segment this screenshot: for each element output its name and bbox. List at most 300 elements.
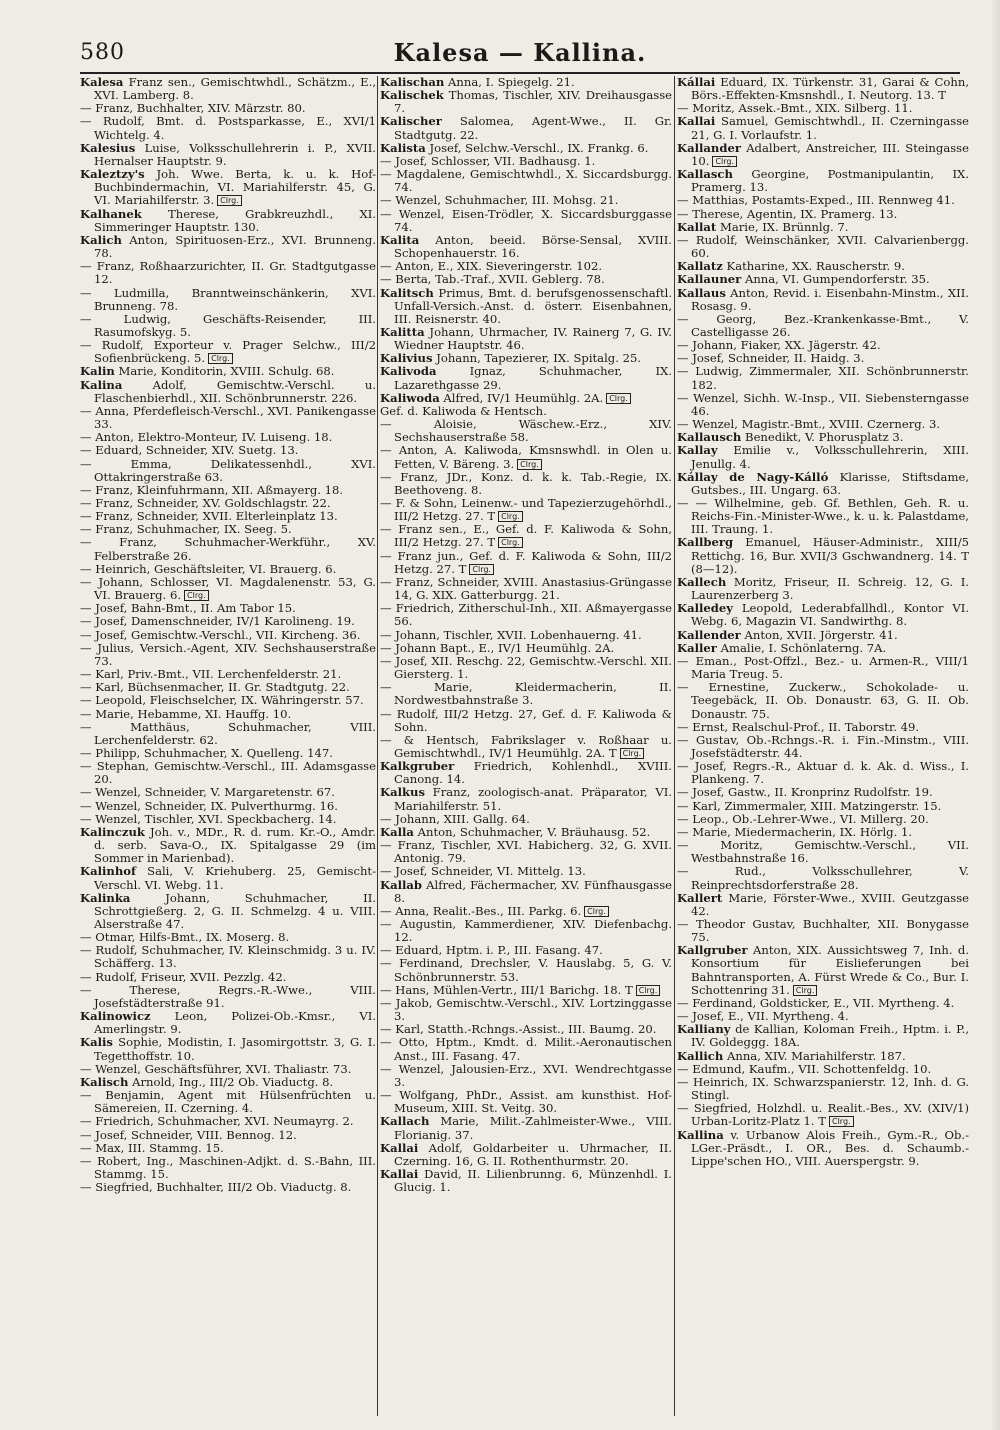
directory-entry	[677, 918, 969, 944]
page-edge-shadow	[990, 0, 1000, 1430]
directory-entry	[677, 76, 969, 102]
entry-text: — Jakob, Gemischtw.-Verschl., XIV. Lortzinggasse 3.	[380, 995, 672, 1024]
entry-text: Adolf, Goldarbeiter u. Uhrmacher, II. Czerning. 16, G. II. Rothenthurmstr. 20.	[394, 1140, 672, 1168]
entry-surname: Kallay	[677, 443, 718, 458]
entry-surname: Kaliwoda	[380, 390, 440, 405]
entry-text: — Wenzel, Schuhmacher, III. Mohsg. 21.	[380, 193, 619, 208]
entry-text: — Franz, Buchhalter, XIV. Märzstr. 80.	[80, 101, 306, 116]
entry-surname: Kalitsch	[380, 285, 434, 300]
directory-entry	[677, 1129, 969, 1168]
directory-entry	[380, 918, 672, 944]
directory-entry	[380, 997, 672, 1023]
entry-text: de Kallian, Koloman Freih., Hptm. i. P., IV. Goldeggg. 18A.	[691, 1022, 969, 1050]
directory-entry	[677, 681, 969, 720]
directory-entry	[677, 497, 969, 536]
entry-text: Therese, Grabkreuzhdl., XI. Simmeringer Hauptstr. 130.	[94, 206, 376, 234]
directory-entry	[380, 734, 672, 760]
directory-entry	[80, 1036, 376, 1062]
entry-surname: Kalla	[380, 824, 414, 839]
entry-text: Anton, Schuhmacher, V. Bräuhausg. 52.	[417, 824, 651, 839]
entry-text: — — Wilhelmine, geb. Gf. Bethlen, Geh. R. u. Reichs-Fin.-Minister-Wwe., k. u. k. Palastdame, III. Traung. 1.	[677, 496, 969, 537]
entry-text: — Rudolf, Exporteur v. Prager Selchw., III/2 Sofienbrückeng. 5.	[80, 338, 376, 366]
directory-entry	[380, 497, 672, 523]
entry-text: Anna, XIV. Mariahilferstr. 187.	[726, 1048, 906, 1063]
directory-entry	[380, 444, 672, 470]
entry-text: — Franz, Schuhmacher-Werkführ., XV. Felberstraße 26.	[80, 535, 376, 563]
directory-entry	[677, 444, 969, 470]
entry-text: Anton, beeid. Börse-Sensal, XVIII. Schopenhauerstr. 16.	[394, 232, 672, 261]
entry-text: — Eduard, Schneider, XIV. Suetg. 13.	[80, 443, 299, 458]
column-3	[677, 76, 969, 1416]
entry-text: — Robert, Ing., Maschinen-Adjkt. d. S.-Bahn, III. Stammg. 15.	[80, 1153, 376, 1181]
directory-entry	[677, 655, 969, 681]
entry-text: — Ludmilla, Branntweinschänkerin, XVI. Brunneng. 78.	[80, 285, 376, 313]
column-1	[80, 76, 376, 1416]
entry-text: — Ernestine, Zuckerw., Schokolade- u. Teegebäck, II. Ob. Donaustr. 63, G. II. Ob. Donaustr. 75.	[677, 680, 969, 721]
entry-surname: Kallatz	[677, 259, 723, 274]
directory-entry	[80, 234, 376, 260]
entry-text: — Friedrich, Schuhmacher, XVI. Neumayrg. 2.	[80, 1114, 354, 1129]
directory-entry	[380, 1168, 672, 1194]
entry-surname: Kaller	[677, 640, 717, 655]
entry-text: — Matthias, Postamts-Exped., III. Rennweg 41.	[677, 193, 955, 208]
directory-entry	[80, 405, 376, 431]
entry-text: Josef, Selchw.-Verschl., IX. Frankg. 6.	[429, 140, 649, 155]
column-divider	[377, 76, 378, 1416]
entry-surname: Kallander	[677, 140, 741, 155]
directory-entry	[380, 115, 672, 141]
directory-entry	[677, 365, 969, 391]
directory-entry	[380, 234, 672, 260]
entry-text: — Josef, Schlosser, VII. Badhausg. 1.	[380, 153, 596, 168]
directory-entry	[80, 1010, 376, 1036]
entry-text: — & Hentsch, Fabrikslager v. Roßhaar u. Gemischtwhdl., IV/1 Heumühlg. 2A. T	[380, 732, 672, 760]
entry-text: — Leopold, Fleischselcher, IX. Währingerstr. 57.	[80, 693, 364, 708]
entry-text: Ignaz, Schuhmacher, IX. Lazarethgasse 29.	[394, 364, 672, 392]
entry-text: — Gustav, Ob.-Rchngs.-R. i. Fin.-Minstm., VIII. Josefstädterstr. 44.	[677, 732, 969, 760]
directory-entry	[80, 826, 376, 865]
entry-text: Marie, IX. Brünnlg. 7.	[719, 219, 849, 234]
entry-text: Leon, Polizei-Ob.-Kmsr., VI. Amerlingstr. 9.	[94, 1009, 376, 1037]
entry-text: Arnold, Ing., III/2 Ob. Viaductg. 8.	[132, 1074, 334, 1089]
directory-entry	[380, 681, 672, 707]
entry-surname: Kalivius	[380, 351, 433, 366]
entry-surname: Kallai	[380, 1166, 419, 1181]
entry-text: — Moritz, Gemischtw.-Verschl., VII. Westbahnstraße 16.	[677, 838, 969, 866]
entry-surname: Kallausch	[677, 430, 742, 445]
directory-entry	[80, 536, 376, 562]
entry-text: Salomea, Agent-Wwe., II. Gr. Stadtgutg. 22.	[394, 114, 672, 142]
entry-text: — Anton, A. Kaliwoda, Kmsnswhdl. in Olen u. Fetten, V. Bäreng. 3.	[380, 443, 672, 471]
entry-text: — Rud., Volksschullehrer, V. Reinprechtsdorferstraße 28.	[677, 864, 969, 892]
directory-entry	[380, 287, 672, 326]
entry-surname: Kalita	[380, 232, 420, 247]
clearing-badge: Clrg.	[606, 393, 631, 404]
entry-text: — Karl, Büchsenmacher, II. Gr. Stadtgutg. 22.	[80, 680, 350, 695]
clearing-badge: Clrg.	[584, 906, 609, 917]
entry-surname: Kalliany	[677, 1022, 731, 1037]
directory-entry	[380, 208, 672, 234]
entry-text: — Franz, Schuhmacher, IX. Seeg. 5.	[80, 522, 292, 537]
entry-text: Sali, V. Kriehuberg. 25, Gemischt-Verschl. VI. Webg. 11.	[94, 864, 376, 892]
entry-text: Johann, Uhrmacher, IV. Rainerg 7, G. IV. Wiedner Hauptstr. 46.	[394, 324, 672, 353]
entry-text: — Berta, Tab.-Traf., XVII. Geblerg. 78.	[380, 272, 605, 287]
entry-text: Emilie v., Volksschullehrerin, XIII. Jenullg. 4.	[691, 443, 969, 471]
entry-text: — Therese, Agentin, IX. Pramerg. 13.	[677, 206, 898, 221]
entry-text: Johann, Schuhmacher, II. Schrottgießerg. 2, G. II. Schmelzg. 4 u. VIII. Alserstraße 47.	[94, 890, 376, 931]
entry-text: — Franz, Tischler, XVI. Habicherg. 32, G. XVII. Antonig. 79.	[380, 838, 672, 866]
entry-text: — Friedrich, Zitherschul-Inh., XII. Aßmayergasse 56.	[380, 601, 672, 629]
directory-entry	[677, 839, 969, 865]
directory-entry	[380, 168, 672, 194]
entry-surname: Kallgruber	[677, 943, 748, 958]
entry-text: Primus, Bmt. d. berufsgenossenschaftl. Unfall-Versich.-Anst. d. österr. Eisenbahnen, III. Reisnerstr. 40.	[394, 285, 672, 326]
entry-surname: Kalinowicz	[80, 1009, 151, 1024]
directory-entry	[80, 313, 376, 339]
entry-text: Anna, I. Spiegelg. 21.	[448, 76, 575, 89]
directory-entry	[380, 1142, 672, 1168]
entry-text: — Marie, Kleidermacherin, II. Nordwestbahnstraße 3.	[380, 680, 672, 708]
entry-text: — Rudolf, Friseur, XVII. Pezzlg. 42.	[80, 969, 287, 984]
directory-entry	[380, 576, 672, 602]
entry-text: — Wenzel, Schneider, V. Margaretenstr. 67.	[80, 785, 335, 800]
entry-text: Amalie, I. Schönlaterng. 7A.	[720, 640, 887, 655]
directory-entry	[677, 1076, 969, 1102]
entry-text: — Leop., Ob.-Lehrer-Wwe., VI. Millerg. 20.	[677, 811, 929, 826]
entry-text: — Max, III. Stammg. 15.	[80, 1140, 224, 1155]
directory-entry	[677, 602, 969, 628]
directory-entry	[80, 339, 376, 365]
entry-text: — Rudolf, Schuhmacher, IV. Kleinschmidg. 3 u. IV. Schäfferg. 13.	[80, 943, 376, 971]
entry-text: Franz, zoologisch-anat. Präparator, VI. Mariahilferstr. 51.	[394, 785, 672, 813]
entry-text: — Wenzel, Schneider, IX. Pulverthurmg. 16.	[80, 798, 338, 813]
directory-entry	[677, 734, 969, 760]
entry-text: — Hans, Mühlen-Vertr., III/1 Barichg. 18. T	[380, 982, 633, 997]
directory-entry	[380, 550, 672, 576]
entry-text: Anton, XVII. Jörgerstr. 41.	[744, 627, 898, 642]
entry-text: — Therese, Regrs.-R.-Wwe., VIII. Josefstädterstraße 91.	[80, 982, 376, 1010]
directory-entry	[677, 392, 969, 418]
directory-entry	[380, 655, 672, 681]
entry-surname: Kallich	[677, 1048, 724, 1063]
clearing-badge: Clrg.	[469, 564, 494, 575]
entry-text: Thomas, Tischler, XIV. Dreihausgasse 7.	[394, 88, 672, 116]
entry-text: — Johann, Schlosser, VI. Magdalenenstr. 53, G. VI. Brauerg. 6.	[80, 574, 376, 603]
entry-text: — Josef, Bahn-Bmt., II. Am Tabor 15.	[80, 601, 296, 616]
directory-entry	[677, 313, 969, 339]
entry-surname: Kalista	[380, 140, 426, 155]
entry-text: — Rudolf, Bmt. d. Postsparkasse, E., XVI/1 Wichtelg. 4.	[80, 114, 376, 142]
column-2	[380, 76, 672, 1416]
entry-text: — Theodor Gustav, Buchhalter, XII. Bonygasse 75.	[677, 917, 969, 945]
directory-entry	[380, 1063, 672, 1089]
entry-text: Eduard, IX. Türkenstr. 31, Garai & Cohn, Börs.-Effekten-Kmsnshdl., I. Neutorg. 13. T	[691, 76, 969, 103]
entry-text: — Marie, Hebamme, XI. Hauffg. 10.	[80, 706, 292, 721]
directory-entry	[380, 602, 672, 628]
entry-surname: Kallach	[380, 1114, 430, 1129]
directory-entry	[380, 365, 672, 391]
entry-surname: Kallech	[677, 574, 727, 589]
entry-text: Luise, Volksschullehrerin i. P., XVII. Hernalser Hauptstr. 9.	[94, 140, 376, 168]
directory-entry	[677, 1023, 969, 1049]
entry-text: Gef. d. Kaliwoda & Hentsch.	[380, 403, 547, 418]
directory-entry	[380, 89, 672, 115]
directory-entry	[80, 379, 376, 405]
entry-surname: Kalhanek	[80, 206, 142, 221]
entry-surname: Kállai	[677, 76, 716, 89]
entry-text: — Moritz, Assek.-Bmt., XIX. Silberg. 11.	[677, 101, 913, 116]
entry-text: — Anton, Elektro-Monteur, IV. Luiseng. 18.	[80, 430, 333, 445]
entry-text: Marie, Milit.-Zahlmeister-Wwe., VIII. Florianig. 37.	[394, 1114, 672, 1142]
entry-surname: Kalkgruber	[380, 759, 455, 774]
directory-entry	[677, 142, 969, 168]
entry-text: Joh. Wwe. Berta, k. u. k. Hof-Buchbindermachin, VI. Mariahilferstr. 45, G. VI. Mariahilferstr. 3.	[94, 167, 376, 208]
directory-entry	[380, 418, 672, 444]
directory-entry	[80, 1089, 376, 1115]
entry-text: — Franz, Schneider, XVII. Elterleinplatz 13.	[80, 509, 338, 524]
directory-entry	[380, 957, 672, 983]
directory-entry	[677, 168, 969, 194]
entry-surname: Kalischek	[380, 88, 444, 103]
directory-entry	[80, 865, 376, 891]
entry-text: — Johann, Tischler, XVII. Lobenhauerng. 41.	[380, 627, 642, 642]
directory-entry	[677, 760, 969, 786]
directory-entry	[380, 523, 672, 549]
entry-text: — F. & Sohn, Leinenw.- und Tapezierzugehörhdl., III/2 Hetzg. 27. T	[380, 496, 672, 524]
directory-entry	[80, 208, 376, 234]
clearing-badge: Clrg.	[517, 459, 542, 470]
entry-text: — Rudolf, III/2 Hetzg. 27, Gef. d. F. Kaliwoda & Sohn.	[380, 706, 672, 734]
directory-entry	[677, 287, 969, 313]
entry-text: — Wenzel, Geschäftsführer, XVI. Thaliastr. 73.	[80, 1061, 352, 1076]
entry-text: — Josef, E., VII. Myrtheng. 4.	[677, 1009, 849, 1024]
entry-text: — Ferdinand, Drechsler, V. Hauslabg. 5, G. V. Schönbrunnerstr. 53.	[380, 956, 672, 984]
entry-text: Anna, VI. Gumpendorferstr. 35.	[744, 272, 930, 287]
entry-text: Emanuel, Häuser-Administr., XIII/5 Rettichg. 16, Bur. XVII/3 Gschwandnerg. 14. T (8—12).	[691, 535, 969, 576]
entry-text: — Wenzel, Magistr.-Bmt., XVIII. Czernerg. 3.	[677, 417, 941, 432]
entry-surname: Kalinka	[80, 890, 131, 905]
directory-entry	[80, 984, 376, 1010]
directory-entry	[80, 142, 376, 168]
directory-entry	[677, 536, 969, 575]
column-divider	[674, 76, 675, 1416]
entry-surname: Kallasch	[677, 167, 733, 182]
entry-text: Anton, XIX. Aussichtsweg 7, Inh. d. Konsortium für Eislieferungen bei Bahntransporten, A. Fürst Wrede & Co., Bur. I. Schottenring 31.	[691, 943, 969, 997]
entry-text: Georgine, Postmanipulantin, IX. Pramerg. 13.	[691, 167, 969, 195]
entry-text: — Otmar, Hilfs-Bmt., IX. Moserg. 8.	[80, 930, 290, 945]
clearing-badge: Clrg.	[498, 511, 523, 522]
entry-text: — Wolfgang, PhDr., Assist. am kunsthist. Hof-Museum, XIII. St. Veitg. 30.	[380, 1088, 672, 1116]
directory-entry	[80, 576, 376, 602]
clearing-badge: Clrg.	[208, 353, 233, 364]
entry-text: — Matthäus, Schuhmacher, VIII. Lerchenfelderstr. 62.	[80, 719, 376, 747]
entry-text: — Josef, Schneider, VI. Mittelg. 13.	[380, 864, 586, 879]
entry-text: — Josef, Schneider, VIII. Bennog. 12.	[80, 1127, 297, 1142]
directory-entry	[677, 115, 969, 141]
entry-text: — Benjamin, Agent mit Hülsenfrüchten u. Sämereien, II. Czerning. 4.	[80, 1088, 376, 1116]
entry-text: — Josef, Damenschneider, IV/1 Karolineng. 19.	[80, 614, 355, 629]
entry-text: Franz sen., Gemischtwhdl., Schätzm., E., XVI. Lamberg. 8.	[94, 76, 376, 103]
entry-text: Joh. v., MDr., R. d. rum. Kr.-O., Amdr. d. serb. Sava-O., IX. Spitalgasse 29 (im Sommer in Marienbad).	[94, 824, 376, 866]
entry-surname: Kalisch	[80, 1074, 129, 1089]
entry-text: Adolf, Gemischtw.-Verschl. u. Flaschenbierhdl., XII. Schönbrunnerstr. 226.	[94, 377, 376, 405]
entry-surname: Kalischan	[380, 76, 445, 89]
clearing-badge: Clrg.	[498, 537, 523, 548]
entry-surname: Kalinhof	[80, 864, 136, 879]
directory-entry	[80, 642, 376, 668]
entry-surname: Kallaus	[677, 285, 726, 300]
entry-text: Alfred, Fächermacher, XV. Fünfhausgasse 8.	[394, 877, 672, 905]
entry-surname: Kallai	[380, 1140, 419, 1155]
directory-entry	[380, 326, 672, 352]
entry-surname: Kallina	[677, 1127, 724, 1142]
entry-text: Klarisse, Stiftsdame, Gutsbes., III. Ungarg. 63.	[691, 469, 969, 497]
clearing-badge: Clrg.	[712, 156, 737, 167]
directory-entry	[80, 260, 376, 286]
entry-text: — Philipp, Schuhmacher, X. Quelleng. 147.	[80, 745, 333, 760]
entry-text: — Ludwig, Geschäfts-Reisender, III. Rasumofskyg. 5.	[80, 311, 376, 339]
entry-surname: Kallender	[677, 627, 741, 642]
entry-surname: Kallberg	[677, 535, 734, 550]
entry-text: — Otto, Hptm., Kmdt. d. Milit.-Aeronautischen Anst., III. Fasang. 47.	[380, 1035, 672, 1063]
entry-surname: Kallauner	[677, 272, 742, 287]
entry-text: Anton, Spirituosen-Erz., XVI. Brunneng. 78.	[94, 232, 376, 261]
entry-text: — Johann, XIII. Gallg. 64.	[380, 811, 530, 826]
entry-surname: Kalesius	[80, 140, 136, 155]
entry-text: Katharine, XX. Rauscherstr. 9.	[726, 259, 905, 274]
entry-text: — Heinrich, Geschäftsleiter, VI. Brauerg. 6.	[80, 561, 337, 576]
entry-surname: Kalischer	[380, 114, 442, 129]
entry-text: Adalbert, Anstreicher, III. Steingasse 10.	[691, 140, 969, 168]
entry-text: — Josef, Gastw., II. Kronprinz Rudolfstr. 19.	[677, 785, 933, 800]
entry-text: — Wenzel, Eisen-Trödler, X. Siccardsburggasse 74.	[380, 206, 672, 234]
entry-text: Moritz, Friseur, II. Schreig. 12, G. I. Laurenzerberg 3.	[691, 574, 969, 603]
directory-entry	[380, 1115, 672, 1141]
entry-text: — Edmund, Kaufm., VII. Schottenfeldg. 10.	[677, 1061, 932, 1076]
clearing-badge: Clrg.	[636, 985, 661, 996]
clearing-badge: Clrg.	[217, 195, 242, 206]
entry-surname: Kalledey	[677, 601, 733, 616]
entry-surname: Kalkus	[380, 785, 425, 800]
entry-text: — Johann, Fiaker, XX. Jägerstr. 42.	[677, 338, 881, 353]
directory-entry	[380, 879, 672, 905]
entry-surname: Kallab	[380, 877, 423, 892]
entry-text: — Ludwig, Zimmermaler, XII. Schönbrunnerstr. 182.	[677, 364, 969, 392]
entry-text: — Franz sen., E., Gef. d. F. Kaliwoda & Sohn, III/2 Hetzg. 27. T	[380, 522, 672, 550]
entry-text: Sophie, Modistin, I. Jasomirgottstr. 3, G. I. Tegetthoffstr. 10.	[94, 1035, 376, 1063]
entry-text: v. Urbanow Alois Freih., Gym.-R., Ob.-LGer.-Präsdt., I. OR., Bes. d. Schaumb.-Lippe'schen HO., VIII. Auerspergstr. 9.	[691, 1127, 969, 1168]
directory-entry	[677, 944, 969, 997]
directory-entry	[80, 115, 376, 141]
entry-text: — Augustin, Kammerdiener, XIV. Diefenbachg. 12.	[380, 917, 672, 945]
directory-entry	[677, 576, 969, 602]
entry-text: David, II. Lilienbrunng. 6, Münzenhdl. I. Glucig. 1.	[394, 1166, 672, 1195]
entry-surname: Kalinczuk	[80, 824, 145, 839]
directory-entry	[677, 892, 969, 918]
entry-text: — Karl, Zimmermaler, XIII. Matzingerstr. 15.	[677, 798, 942, 813]
entry-text: Friedrich, Kohlenhdl., XVIII. Canong. 14.	[394, 759, 672, 787]
directory-entry	[380, 471, 672, 497]
directory-entry	[380, 1089, 672, 1115]
entry-text: Leopold, Lederabfallhdl., Kontor VI. Webg. 6, Magazin VI. Sandwirthg. 8.	[691, 601, 969, 629]
directory-entry	[380, 839, 672, 865]
entry-text: — Marie, Miedermacherin, IX. Hörlg. 1.	[677, 824, 913, 839]
entry-text: — Magdalene, Gemischtwhdl., X. Siccardsburgg. 74.	[380, 167, 672, 195]
entry-text: — Josef, XII. Reschg. 22, Gemischtw.-Verschl. XII. Giersterg. 1.	[380, 653, 672, 682]
page-title: Kalesa — Kallina.	[393, 38, 647, 67]
entry-text: — Josef, Schneider, II. Haidg. 3.	[677, 351, 865, 366]
directory-entry	[677, 234, 969, 260]
entry-text: — Josef, Gemischtw.-Verschl., VII. Kircheng. 36.	[80, 627, 361, 642]
clearing-badge: Clrg.	[184, 590, 209, 601]
clearing-badge: Clrg.	[620, 748, 645, 759]
entry-text: — Siegfried, Holzhdl. u. Realit.-Bes., XV. (XIV/1) Urban-Loritz-Platz 1. T	[677, 1101, 969, 1129]
entry-text: — Franz, Roßhaarzurichter, II. Gr. Stadtgutgasse 12.	[80, 259, 376, 287]
entry-surname: Kállay de Nagy-Kálló	[677, 469, 829, 484]
entry-text: Anton, Revid. i. Eisenbahn-Minstm., XII. Rosasg. 9.	[691, 285, 969, 313]
entry-text: — Wenzel, Sichh. W.-Insp., VII. Siebensterngasse 46.	[677, 390, 969, 418]
directory-entry	[677, 1102, 969, 1128]
entry-surname: Kalich	[80, 232, 122, 247]
directory-entry	[80, 76, 376, 102]
directory-entry	[380, 1036, 672, 1062]
entry-text: — Anna, Pferdefleisch-Verschl., XVI. Panikengasse 33.	[80, 403, 376, 432]
entry-text: — Wenzel, Jalousien-Erz., XVI. Wendrechtgasse 3.	[380, 1061, 672, 1089]
directory-entry	[677, 865, 969, 891]
entry-surname: Kallai	[677, 114, 716, 129]
entry-text: — Eman., Post-Offzl., Bez.- u. Armen-R., VIII/1 Maria Treug. 5.	[677, 653, 969, 682]
entry-text: — Franz, Kleinfuhrmann, XII. Aßmayerg. 18.	[80, 482, 344, 497]
entry-text: — Ernst, Realschul-Prof., II. Taborstr. 49.	[677, 719, 920, 734]
entry-text: — Georg, Bez.-Krankenkasse-Bmt., V. Castelligasse 26.	[677, 311, 969, 339]
entry-surname: Kalina	[80, 377, 123, 392]
entry-text: — Emma, Delikatessenhdl., XVI. Ottakringerstraße 63.	[80, 456, 376, 484]
entry-text: — Wenzel, Tischler, XVI. Speckbacherg. 14.	[80, 811, 337, 826]
directory-entry	[80, 721, 376, 747]
entry-surname: Kallat	[677, 219, 717, 234]
entry-surname: Kallert	[677, 890, 723, 905]
entry-surname: Kalesa	[80, 76, 124, 89]
entry-text: Alfred, IV/1 Heumühlg. 2A.	[443, 390, 604, 405]
page-number: 580	[80, 40, 125, 65]
entry-text: — Johann Bapt., E., IV/1 Heumühlg. 2A.	[380, 640, 615, 655]
entry-text: Benedikt, V. Phorusplatz 3.	[745, 430, 904, 445]
entry-text: — Anna, Realit.-Bes., III. Parkg. 6.	[380, 903, 582, 918]
entry-text: — Karl, Priv.-Bmt., VII. Lerchenfelderstr. 21.	[80, 667, 342, 682]
entry-text: — Stephan, Gemischtw.-Verschl., III. Adamsgasse 20.	[80, 759, 376, 787]
entry-text: — Josef, Regrs.-R., Aktuar d. k. Ak. d. Wiss., I. Plankeng. 7.	[677, 759, 969, 787]
entry-text: — Julius, Versich.-Agent, XIV. Sechshauserstraße 73.	[80, 640, 376, 668]
clearing-badge: Clrg.	[793, 985, 818, 996]
directory-entry	[80, 892, 376, 931]
directory-entry	[80, 1155, 376, 1181]
directory-entry	[80, 458, 376, 484]
entry-text: — Ferdinand, Goldsticker, E., VII. Myrtheng. 4.	[677, 995, 955, 1010]
directory-entry	[380, 708, 672, 734]
header-rule	[80, 72, 960, 74]
entry-text: Marie, Förster-Wwe., XVIII. Geutzgasse 42.	[691, 890, 969, 918]
entry-text: — Rudolf, Weinschänker, XVII. Calvarienbergg. 60.	[677, 232, 969, 261]
entry-text: Samuel, Gemischtwhdl., II. Czerningasse 21, G. I. Vorlaufstr. 1.	[691, 114, 969, 142]
entry-surname: Kalis	[80, 1035, 113, 1050]
entry-surname: Kalitta	[380, 324, 425, 339]
entry-text: — Siegfried, Buchhalter, III/2 Ob. Viaductg. 8.	[80, 1180, 352, 1195]
directory-entry	[80, 760, 376, 786]
directory-entry	[80, 1181, 376, 1194]
entry-text: — Franz, Schneider, XV. Goldschlagstr. 22.	[80, 496, 331, 510]
entry-surname: Kaleztzy's	[80, 167, 145, 182]
entry-text: — Franz, JDr., Konz. d. k. k. Tab.-Regie, IX. Beethoveng. 8.	[380, 469, 672, 497]
